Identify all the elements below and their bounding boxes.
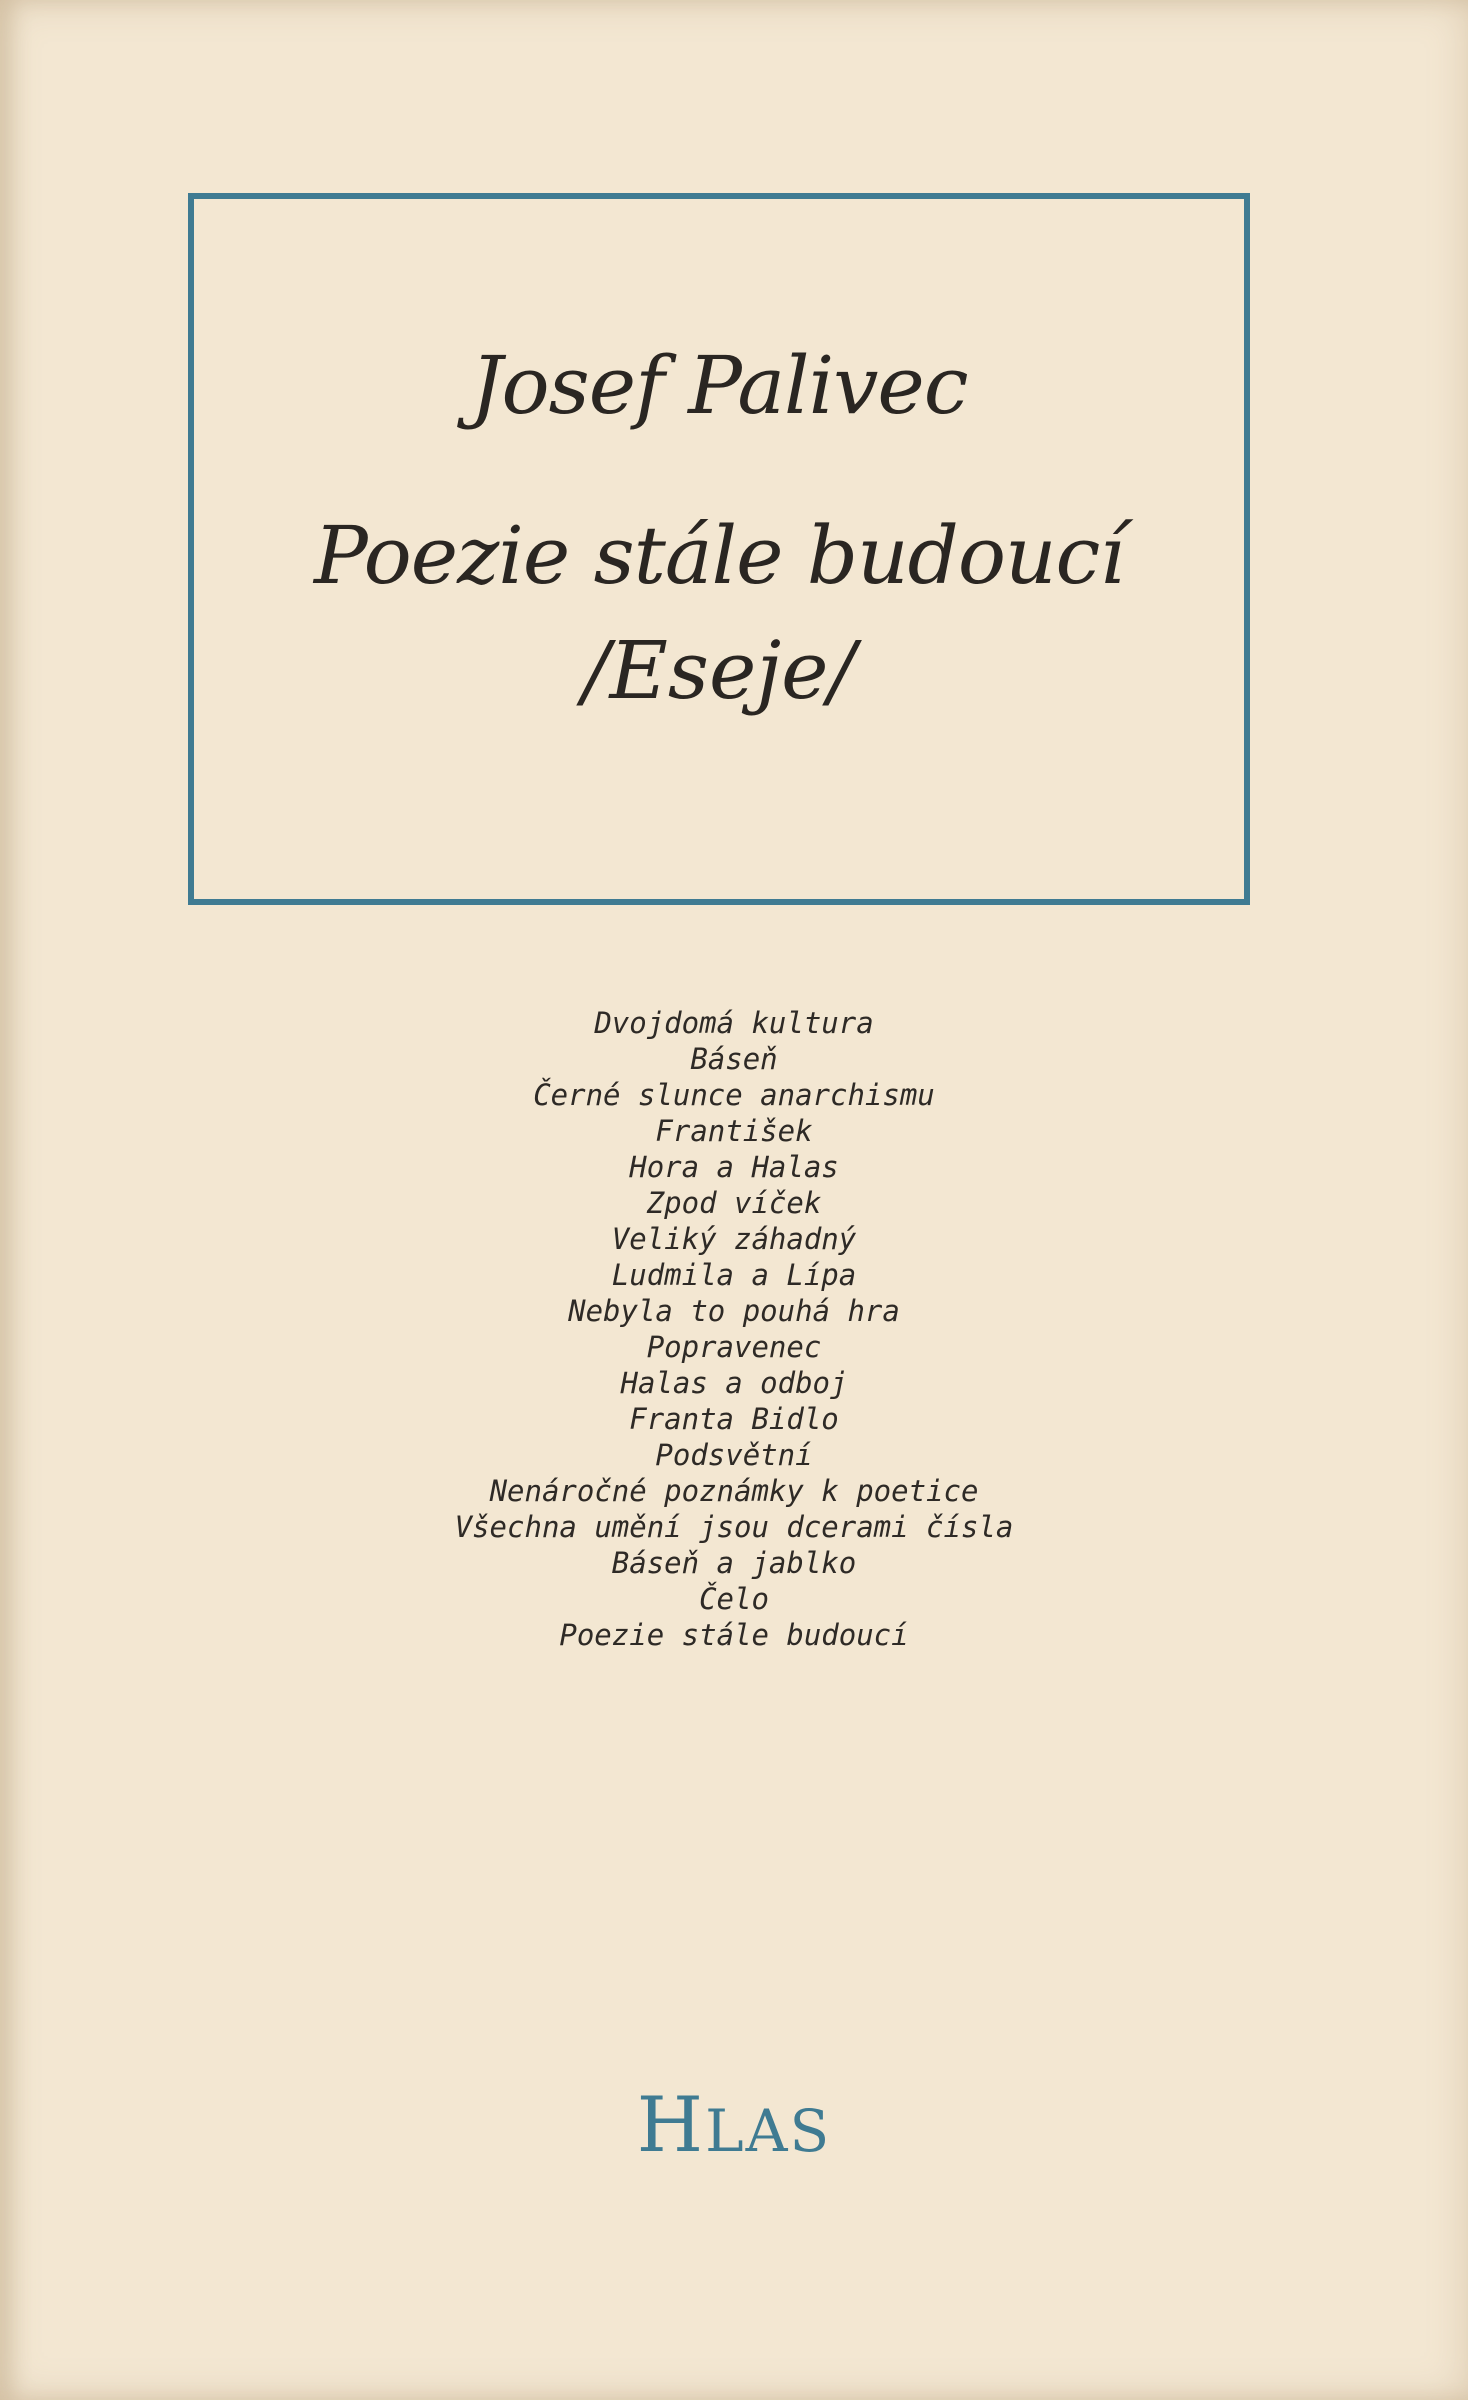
title-frame bbox=[188, 193, 1250, 905]
contents-item: Zpod víček bbox=[646, 1186, 822, 1220]
publisher-rest: LAS bbox=[705, 2097, 832, 2165]
contents-item: Čelo bbox=[699, 1582, 769, 1616]
publisher-logo bbox=[0, 2080, 1468, 2169]
contents-list bbox=[0, 1005, 1468, 1653]
contents-item: Podsvětní bbox=[655, 1438, 813, 1472]
contents-item: Nenáročné poznámky k poetice bbox=[489, 1474, 979, 1508]
contents-item: Nebyla to pouhá hra bbox=[568, 1294, 900, 1328]
contents-item: Černé slunce anarchismu bbox=[533, 1078, 935, 1112]
contents-item: Ludmila a Lípa bbox=[611, 1258, 857, 1292]
contents-item: Popravenec bbox=[646, 1330, 822, 1364]
author-name: Josef Palivec bbox=[470, 339, 968, 432]
publisher-initial: H bbox=[636, 2080, 706, 2169]
contents-item: Veliký záhadný bbox=[611, 1222, 857, 1256]
book-title: Poezie stále budoucí bbox=[314, 509, 1124, 602]
contents-item: Všechna umění jsou dcerami čísla bbox=[454, 1510, 1014, 1544]
contents-item: František bbox=[655, 1114, 813, 1148]
contents-item: Hora a Halas bbox=[629, 1150, 839, 1184]
contents-item: Halas a odboj bbox=[620, 1366, 848, 1400]
contents-item: Dvojdomá kultura bbox=[594, 1006, 874, 1040]
contents-item: Báseň bbox=[690, 1042, 778, 1076]
book-subtitle: /Eseje/ bbox=[582, 624, 856, 717]
contents-item: Poezie stále budoucí bbox=[559, 1618, 909, 1652]
contents-item: Báseň a jablko bbox=[611, 1546, 857, 1580]
contents-item: Franta Bidlo bbox=[629, 1402, 839, 1436]
